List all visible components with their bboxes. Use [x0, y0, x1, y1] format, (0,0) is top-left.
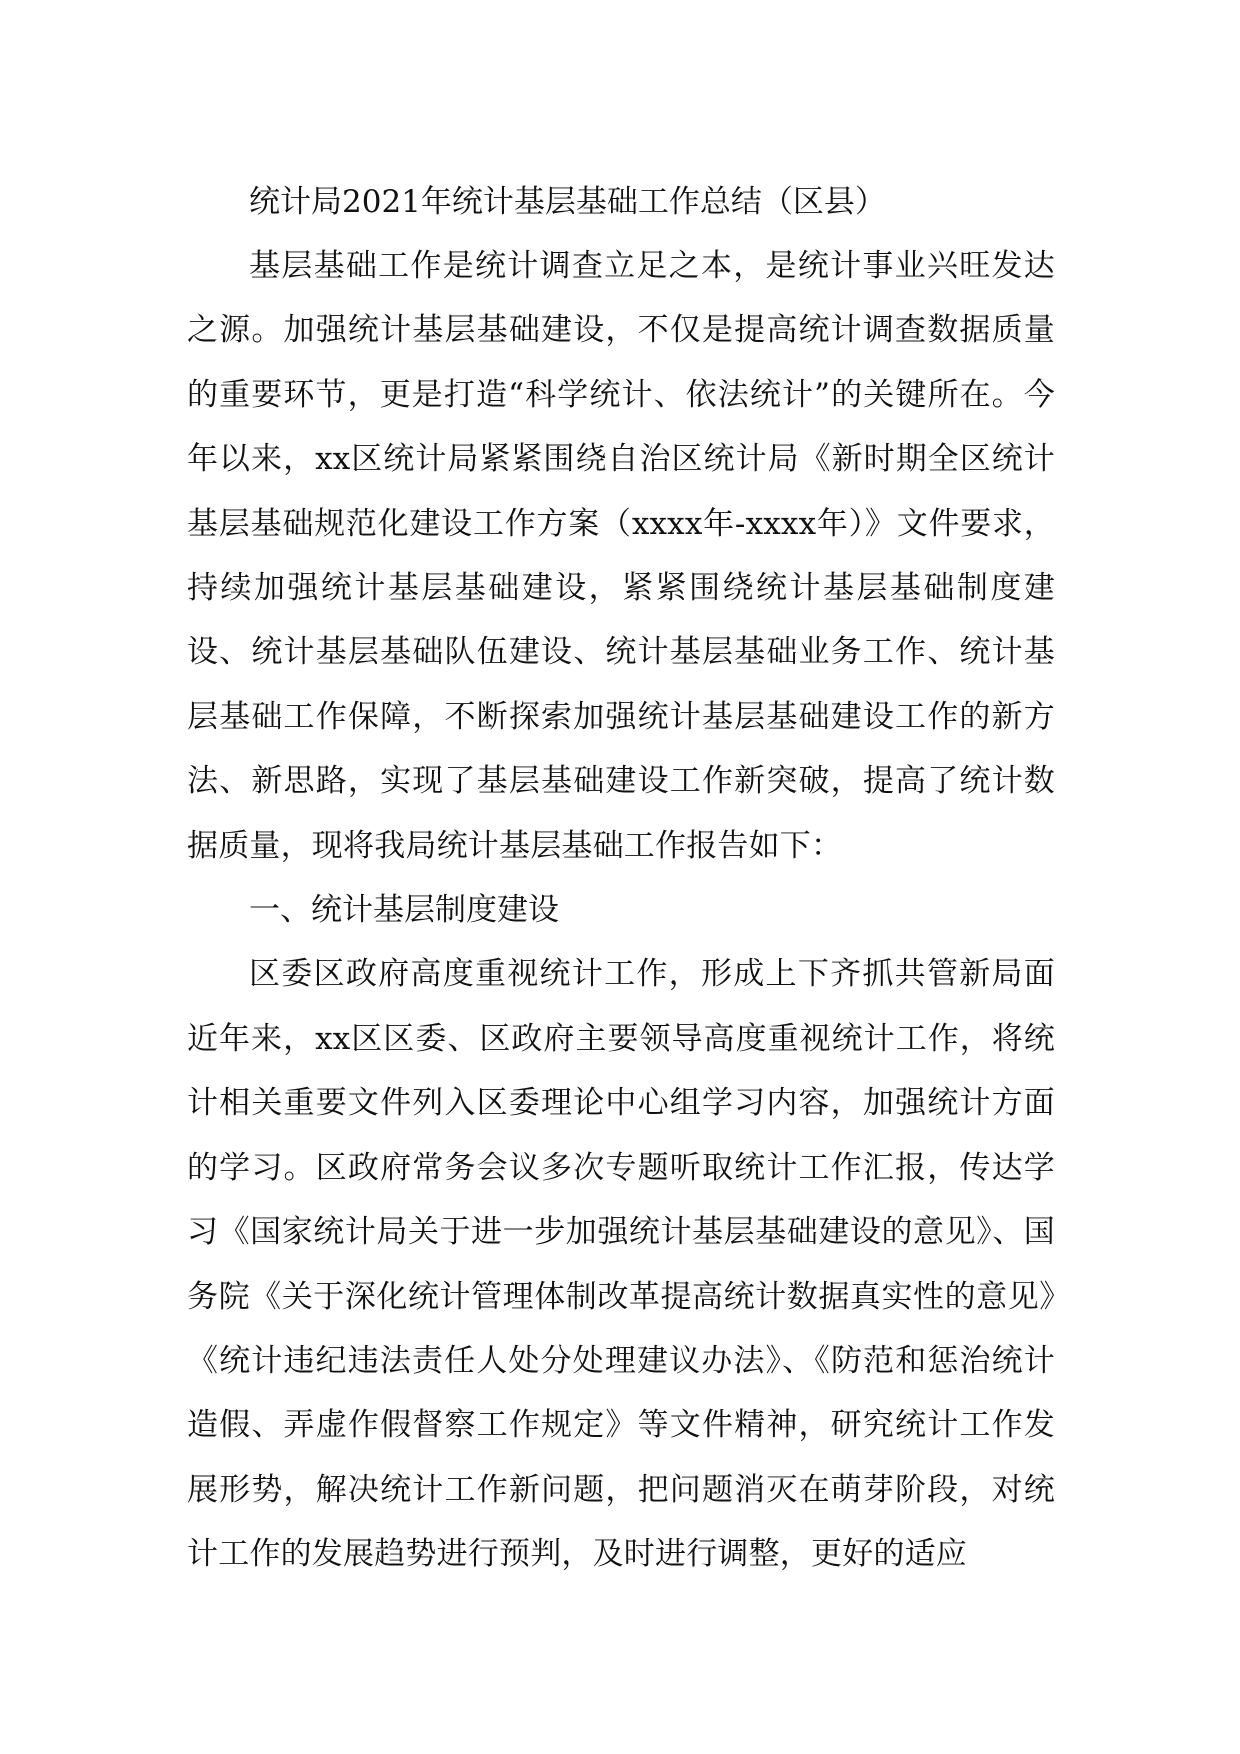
section-heading: 一、统计基层制度建设 [249, 892, 559, 929]
intro-paragraph: 基层基础工作是统计调查立足之本，是统计事业兴旺发达之源。加强统计基层基础建设，不仅是提高统计调查数据质量的重要环节，更是打造“科学统计、依法统计”的关键所在。今年以来，xx区统计局紧紧围绕自治区统计局《新时期全区统计基层基础规范化建设工作方案（xxxx年-xxxx年）》文件要求，持续加强统计基层基础建设，紧紧围绕统计基层基础制度建设、统计基层基础队伍建设、统计基层基础业务工作、统计基层基础工作保障，不断探索加强统计基层基础建设工作的新方法、新思路，实现了基层基础建设工作新突破，提高了统计数据质量，现将我局统计基层基础工作报告如下： [187, 248, 1055, 864]
document-title: 统计局2021年统计基层基础工作总结（区县） [249, 184, 886, 220]
document-body [187, 170, 1055, 1587]
section-paragraph: 区委区政府高度重视统计工作，形成上下齐抓共管新局面近年来，xx区区委、区政府主要领导高度重视统计工作，将统计相关重要文件列入区委理论中心组学习内容，加强统计方面的学习。区政府常务会议多次专题听取统计工作汇报，传达学习《国家统计局关于进一步加强统计基层基础建设的意见》、国务院《关于深化统计管理体制改革提高统计数据真实性的意见》《统计违纪违法责任人处分处理建议办法》、《防范和惩治统计造假、弄虚作假督察工作规定》等文件精神，研究统计工作发展形势，解决统计工作新问题，把问题消灭在萌芽阶段，对统计工作的发展趋势进行预判，及时进行调整，更好的适应 [187, 956, 1055, 1573]
